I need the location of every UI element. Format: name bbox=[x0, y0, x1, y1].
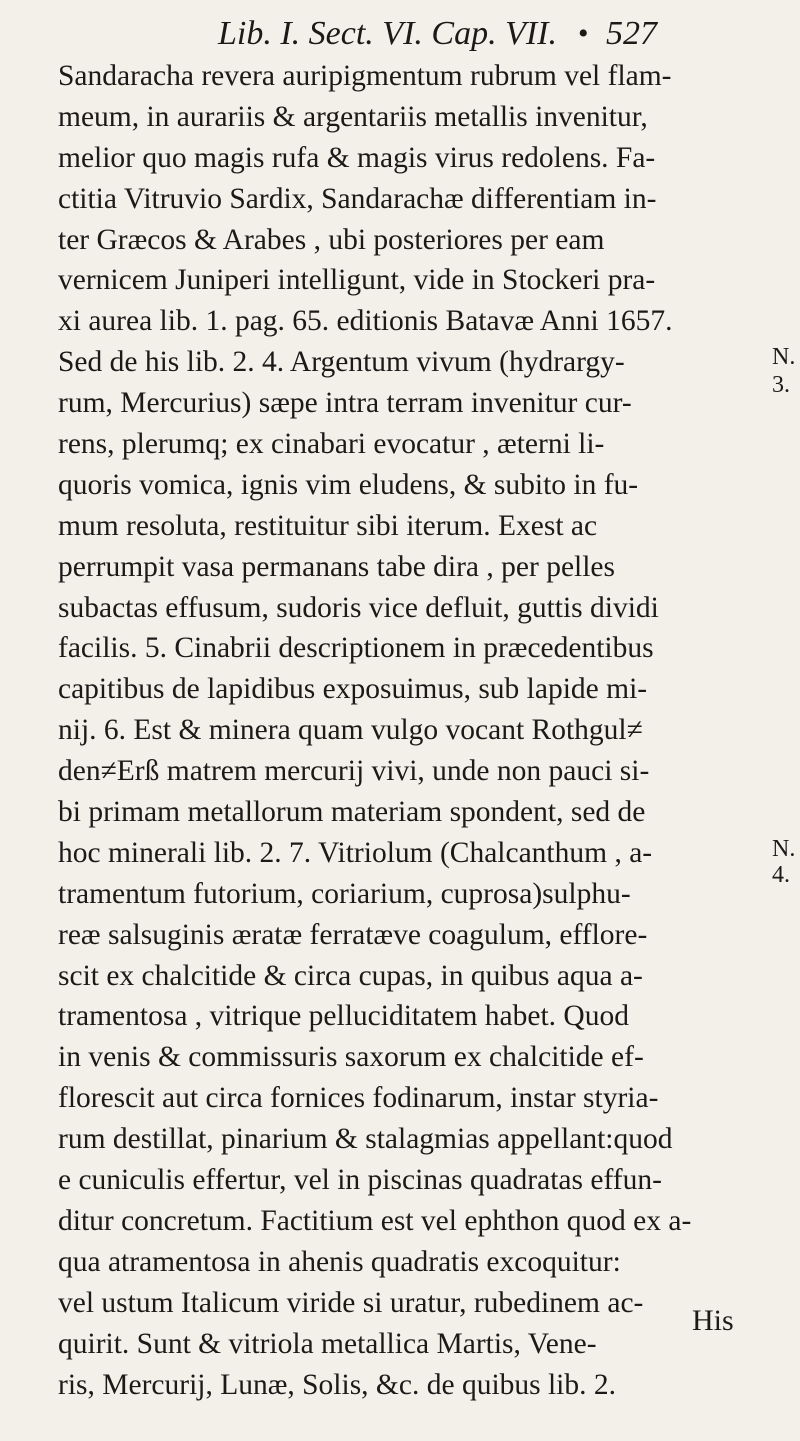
text-line: ter Græcos & Arabes , ubi posteriores per eam bbox=[58, 223, 605, 256]
text-line: ctitia Vitruvio Sardix, Sandarachæ differentiam in- bbox=[58, 182, 657, 215]
text-line: rum, Mercurius) sæpe intra terram invenitur cur- bbox=[58, 387, 632, 420]
text-line: Sed de his lib. 2. 4. Argentum vivum (hydrargy- bbox=[58, 346, 625, 379]
main-text bbox=[58, 56, 770, 1405]
text-line: rum destillat, pinarium & stalagmias appellant:quod bbox=[58, 1123, 673, 1156]
text-line: e cuniculis effertur, vel in piscinas quadratas effun- bbox=[58, 1164, 662, 1197]
text-line: scit ex chalcitide & circa cupas, in quibus aqua a- bbox=[58, 959, 643, 992]
text-line: vel ustum Italicum viride si uratur, rubedinem ac- bbox=[58, 1286, 644, 1319]
text-line: reæ salsuginis æratæ ferratæve coagulum, efflore- bbox=[58, 918, 648, 951]
text-line: perrumpit vasa permanans tabe dira , per pelles bbox=[58, 550, 615, 583]
margin-note: 3. bbox=[772, 372, 790, 398]
header-bullet: • bbox=[578, 17, 589, 50]
text-line: ditur concretum. Factitium est vel ephthon quod ex a- bbox=[58, 1204, 692, 1237]
text-line: quirit. Sunt & vitriola metallica Martis, Vene- bbox=[58, 1327, 597, 1360]
text-line: nij. 6. Est & minera quam vulgo vocant Rothgul≠ bbox=[58, 714, 643, 747]
text-line: tramentosa , vitrique pelluciditatem habet. Quod bbox=[58, 1000, 629, 1033]
text-line: ris, Mercurij, Lunæ, Solis, &c. de quibus lib. 2. bbox=[58, 1368, 617, 1401]
text-line: florescit aut circa fornices fodinarum, instar styria- bbox=[58, 1082, 659, 1115]
margin-note: N. bbox=[772, 344, 796, 370]
running-title: Lib. I. Sect. VI. Cap. VII. bbox=[218, 15, 557, 52]
text-line: xi aurea lib. 1. pag. 65. editionis Batavæ Anni 1657. bbox=[58, 305, 673, 338]
running-header bbox=[218, 14, 778, 54]
text-line: capitibus de lapidibus exposuimus, sub lapide mi- bbox=[58, 673, 648, 706]
text-line: in venis & commissuris saxorum ex chalcitide ef- bbox=[58, 1041, 644, 1074]
text-line: hoc minerali lib. 2. 7. Vitriolum (Chalcanthum , a- bbox=[58, 836, 653, 869]
text-line: vernicem Juniperi intelligunt, vide in Stockeri pra- bbox=[58, 264, 656, 297]
text-line: Sandaracha revera auripigmentum rubrum vel flam- bbox=[58, 60, 672, 92]
text-line: meum, in aurariis & argentariis metallis invenitur, bbox=[58, 100, 648, 133]
page-number: 527 bbox=[606, 15, 657, 52]
text-line: bi primam metallorum materiam spondent, sed de bbox=[58, 796, 646, 829]
margin-note: 4. bbox=[772, 862, 790, 888]
text-line: subactas effusum, sudoris vice defluit, guttis dividi bbox=[58, 591, 659, 624]
margin-note: N. bbox=[772, 836, 796, 862]
catchword: His bbox=[692, 1304, 734, 1337]
text-line: qua atramentosa in ahenis quadratis excoquitur: bbox=[58, 1245, 621, 1278]
text-line: rens, plerumq; ex cinabari evocatur , æterni li- bbox=[58, 428, 605, 461]
text-line: facilis. 5. Cinabrii descriptionem in præcedentibus bbox=[58, 632, 654, 665]
text-line: den≠Erß matrem mercurij vivi, unde non pauci si- bbox=[58, 755, 650, 788]
text-line: mum resoluta, restituitur sibi iterum. Exest ac bbox=[58, 509, 598, 542]
text-line: quoris vomica, ignis vim eludens, & subito in fu- bbox=[58, 468, 639, 501]
text-line: tramentum futorium, coriarium, cuprosa)sulphu- bbox=[58, 877, 631, 910]
text-line: melior quo magis rufa & magis virus redolens. Fa- bbox=[58, 141, 656, 174]
margin-notes bbox=[772, 0, 800, 1441]
